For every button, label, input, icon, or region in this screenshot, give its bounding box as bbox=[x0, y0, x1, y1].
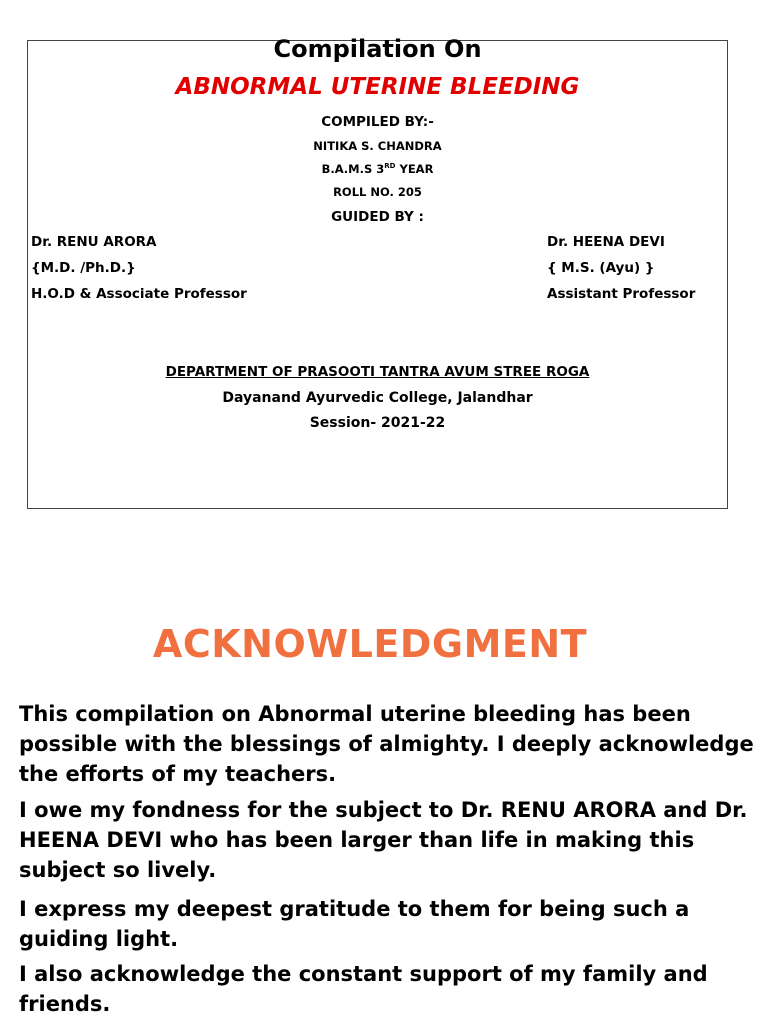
guide-2-qualification: { M.S. (Ayu) } bbox=[547, 260, 655, 276]
subject-title: ABNORMAL UTERINE BLEEDING bbox=[175, 74, 580, 100]
acknowledgment-paragraph-1: This compilation on Abnormal uterine bleeding has been possible with the blessings of almighty. I deeply acknowledge the efforts of my teachers. bbox=[19, 702, 754, 786]
guide-2-role: Assistant Professor bbox=[547, 286, 696, 302]
acknowledgment-paragraph-3: I express my deepest gratitude to them for being such a guiding light. bbox=[19, 897, 690, 951]
guide-1-qualification: {M.D. /Ph.D.} bbox=[31, 260, 136, 276]
course-superscript: RD bbox=[384, 162, 396, 171]
compilation-title: Compilation On bbox=[273, 35, 482, 63]
compiled-by-label: COMPILED BY:- bbox=[321, 114, 434, 130]
guide-1-role: H.O.D & Associate Professor bbox=[31, 286, 247, 302]
course-prefix: B.A.M.S 3 bbox=[321, 162, 385, 176]
department-name: DEPARTMENT OF PRASOOTI TANTRA AVUM STREE ROGA bbox=[165, 364, 590, 380]
guided-by-label: GUIDED BY : bbox=[331, 209, 424, 225]
session-year: Session- 2021-22 bbox=[309, 415, 446, 431]
student-name: NITIKA S. CHANDRA bbox=[313, 139, 442, 153]
acknowledgment-heading: ACKNOWLEDGMENT bbox=[152, 622, 588, 666]
college-name: Dayanand Ayurvedic College, Jalandhar bbox=[222, 390, 533, 406]
acknowledgment-paragraph-4: I also acknowledge the constant support of my family and friends. bbox=[19, 962, 708, 1016]
roll-number: ROLL NO. 205 bbox=[333, 185, 422, 199]
guide-1-name: Dr. RENU ARORA bbox=[31, 234, 157, 250]
cover-page-box bbox=[27, 35, 728, 509]
guide-2-name: Dr. HEENA DEVI bbox=[547, 234, 665, 250]
course-suffix: YEAR bbox=[395, 162, 434, 176]
student-course bbox=[28, 162, 727, 176]
acknowledgment-paragraph-2: I owe my fondness for the subject to Dr. RENU ARORA and Dr. HEENA DEVI who has been larger than life in making this subject so lively. bbox=[19, 798, 748, 882]
